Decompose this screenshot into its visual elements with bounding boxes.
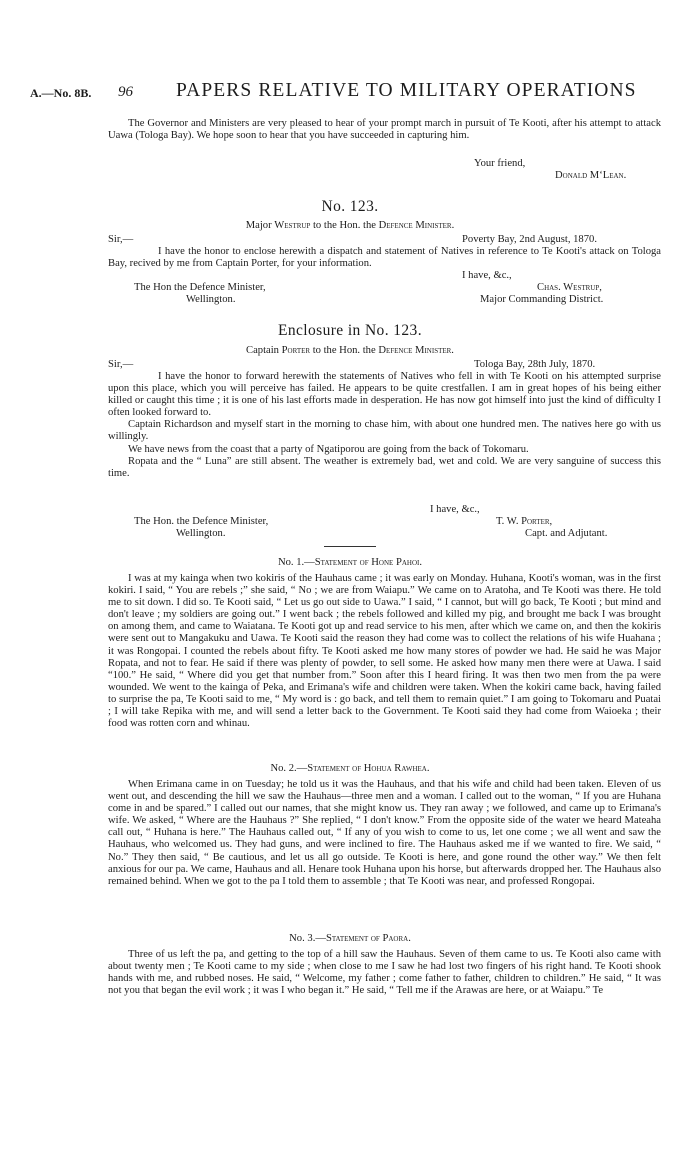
no123-signature-title: Major Commanding District. [480,294,604,305]
from-name: Westrup [274,220,311,231]
statement-1-body [108,573,661,730]
statement-2-body [108,779,661,888]
from-name: Porter [281,345,311,356]
page-number: 96 [118,84,133,100]
statement-1-heading [0,557,700,568]
section-heading-enclosure: Enclosure in No. 123. [277,322,422,339]
no123-signature: Chas. Westrup, [537,282,602,293]
letter-paragraph: The Governor and Ministers are very pleased to hear of your prompt march in pursuit of Te Kooti, after his attempt to attack Uawa (Tologa Bay). We hope soon to hear that you have succeeded in capturing him. [108,118,661,142]
section-divider [324,546,376,547]
heading-title: Statement of Hone Pahoi. [314,557,423,568]
running-title: PAPERS RELATIVE TO MILITARY OPERATIONS [176,80,637,101]
enclosure-paragraph-2: Captain Richardson and myself start in the morning to chase him, with about one hundred men. The natives here go with us willingly. [108,419,661,443]
enclosure-salutation: Sir,— [108,359,134,370]
enclosure-paragraph-4: Ropata and the “ Luna” are still absent. The weather is extremely bad, wet and cold. We are very sanguine of success this time. [108,455,661,479]
from-to-mid: to the Hon. the [310,345,379,356]
enclosure-paragraph-3: We have news from the coast that a party of Ngatiporou are going from the back of Tokomaru. [128,443,529,455]
page-header [30,80,670,110]
no123-salutation: Sir,— [108,234,134,245]
enclosure-signature: T. W. Porter, [496,516,553,527]
letter-body [108,118,661,142]
enclosure-body [108,371,661,480]
paper-reference: A.—No. 8B. [30,86,92,100]
no123-body [108,246,661,270]
letter-signature: Donald M‘Lean. [555,170,627,181]
enclosure-place-date: Tologa Bay, 28th July, 1870. [474,359,596,370]
enclosure-signature-title: Capt. and Adjutant. [525,528,608,539]
from-prefix: Major [245,220,275,231]
from-prefix: Captain [246,345,282,356]
no123-place-date: Poverty Bay, 2nd August, 1870. [462,234,597,245]
to-office: Defence Minister. [378,345,454,356]
no123-addressee-line-2: Wellington. [186,294,236,305]
statement-3-body [108,949,661,997]
heading-number: No. 2.— [270,763,308,774]
statement-2-paragraph: When Erimana came in on Tuesday; he told us it was the Hauhaus, and that his wife and child had been taken. Eleven of us went out, and descending the hill we saw the Hauhaus—three men and a woman. I called out to the woman, “ If you are Huhana come in and be spared.” I called out our names, that she might know us. They ran away ; we followed, and came up to Erimana's wife. We asked, “ Where are the Hauhaus ?” She replied, “ I don't know.” From the opposite side of the water we heard Mateaha call out, “ Huhana is here.” The Hauhaus called out, “ If any of you wish to come to us, let one come ; we all went and saw the Hauhaus, who welcomed us. They had guns, and were inclined to fire. The Hauhaus asked me if we wanted to fire. We said, “ No.” They then said, “ Be cautious, and let us all go outside. Te Kooti is here, and gone round the other way.” We then felt anxious for our pa. We came, Hauhaus and all. Henare took Huhana upon his horse, but afterwards dropped her. The Hauhaus also remained behind. When we got to the pa I told them to assemble ; that Te Kooti was near, and professed Rongopai. [108,779,661,887]
enclosure-addressee-line-2: Wellington. [176,528,226,539]
heading-number: No. 3.— [289,933,326,944]
no123-closing: I have, &c., [462,270,512,281]
heading-number: No. 1.— [277,557,315,568]
enclosure-from-to [0,345,700,356]
statement-3-heading [0,933,700,944]
heading-title: Statement of Paora. [325,933,411,944]
to-office: Defence Minister. [378,220,455,231]
enclosure-addressee-line-1: The Hon. the Defence Minister, [134,516,269,527]
no123-addressee-line-1: The Hon the Defence Minister, [134,282,266,293]
enclosure-closing: I have, &c., [430,504,480,515]
enclosure-paragraph-1: I have the honor to forward herewith the statements of Natives who fell in with Te Kooti on his attempted surprise upon this place, which you will perceive has failed. He appears to be quite crestfallen. I am in great hopes of his being either killed or caught this time ; it is one of his last efforts made in desperation. He has now got himself into just the kind of difficulty I often looked forward to. [108,371,661,419]
heading-title: Statement of Hohua Rawhea. [307,763,430,774]
letter-closing: Your friend, [474,158,526,169]
no123-paragraph: I have the honor to enclose herewith a dispatch and statement of Natives in reference to Te Kooti's attack on Tologa Bay, recived by me from Captain Porter, for your information. [108,246,661,270]
from-to-mid: to the Hon. the [310,220,379,231]
statement-2-heading [0,763,700,774]
statement-3-paragraph: Three of us left the pa, and getting to the top of a hill saw the Hauhaus. Seven of them came to us. Te Kooti also came with about twenty men ; Te Kooti came to my side ; when close to me I saw he had lost two fingers of his right hand. Te Kooti shook hands with me, and rubbed noses. He said, “ Welcome, my father ; come father to father, children to children.” He said, “ It was not you that began the evil work ; it was I who began it.” He said, “ Tell me if the Arawas are here, or at Waiapu.” Te [108,949,661,997]
section-heading-no-123: No. 123. [321,198,379,215]
no123-from-to [0,220,700,231]
statement-1-paragraph: I was at my kainga when two kokiris of the Hauhaus came ; it was early on Monday. Huhana, Kooti's woman, was in the first kokiri. I said, “ You are rebels ;” she said, “ No ; we are from Waiapu.” We came on to Aratoha, and Te Kooti was there. He told me to sit down. I did so. Te Kooti said, “ Let us go out side to Uawa.” I said, “ I cannot, but will go back, Te Kooti ; but mind and don't leave ; my soldiers are going out.” I went back ; the rebels followed and killed my pig, and brought me back I was brought on among them, and came to Waiatana. Te Kooti got up and read service to his men, after which we came on, and then the kokiris were sent out to Mangakuku and Uawa. Te Kooti said the reason they had come was to collect the relations of his wife Huahana ; it was Rongopai. I counted the rebels about fifty. Te Kooti asked me how many stores of powder we had. He said he was Major Ropata, and not to fear. He said if there was plenty of powder, to sell some. He asked how many men there were at Uawa. I said “100.” He said, “ Where did you get that number from.” Soon after this I heard firing. It was then two men from the pa were wounded. We went to the kainga of Peka, and Erimana's wife and children were taken. When the kokiri came back, having failed to surprise the pa, Te Kooti said to me, “ My word is : go back, and tell them to remain quiet.” I am going to Tokomaru and Puatai ; I will take Repika with me, and will send a letter back to the Government. Te Kooti said they had come from Waioeka ; their food was rotten corn and whinau. [108,573,661,730]
